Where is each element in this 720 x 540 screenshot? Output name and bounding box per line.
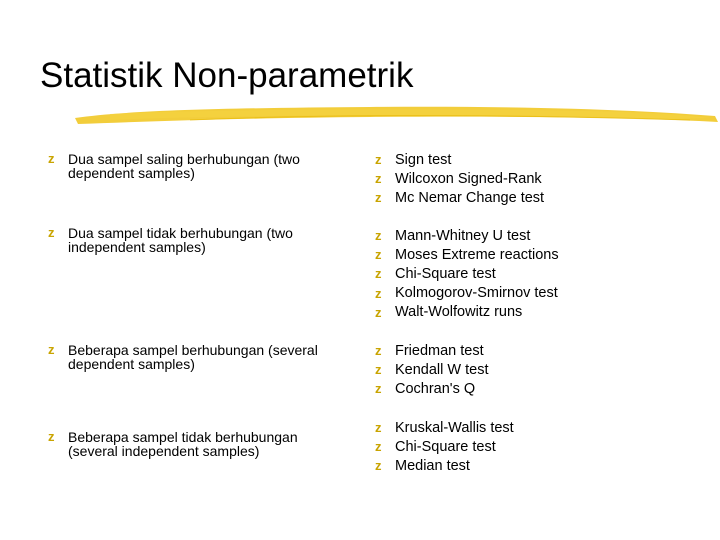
title-underline-brushstroke	[70, 100, 720, 130]
category-item	[48, 226, 348, 254]
list-item	[375, 341, 705, 360]
z-bullet-icon: z	[375, 190, 382, 206]
test-label: Cochran's Q	[395, 380, 476, 397]
test-label: Wilcoxon Signed-Rank	[395, 170, 542, 187]
category-item	[48, 343, 348, 371]
test-label: Moses Extreme reactions	[395, 246, 559, 263]
test-label: Walt-Wolfowitz runs	[395, 304, 523, 321]
category-label: Beberapa sampel tidak berhubungan (several independent samples)	[68, 429, 298, 459]
list-item	[375, 303, 705, 322]
z-bullet-icon: z	[48, 429, 55, 444]
list-item	[375, 437, 705, 456]
test-label: Median test	[395, 457, 470, 474]
z-bullet-icon: z	[375, 285, 382, 301]
list-item	[375, 379, 705, 398]
list-item	[375, 169, 705, 188]
z-bullet-icon: z	[375, 247, 382, 263]
z-bullet-icon: z	[375, 458, 382, 474]
z-bullet-icon: z	[48, 342, 55, 357]
category-label: Beberapa sampel berhubungan (several dependent samples)	[68, 342, 318, 372]
z-bullet-icon: z	[375, 420, 382, 436]
category-item	[48, 430, 348, 458]
test-list	[375, 418, 705, 476]
test-label: Kruskal-Wallis test	[395, 419, 514, 436]
list-item	[375, 456, 705, 475]
list-item	[375, 360, 705, 379]
list-item	[375, 418, 705, 437]
test-label: Mann-Whitney U test	[395, 227, 531, 244]
list-item	[375, 264, 705, 283]
z-bullet-icon: z	[375, 381, 382, 397]
test-label: Friedman test	[395, 342, 484, 359]
test-label: Sign test	[395, 151, 452, 168]
test-list	[375, 226, 705, 322]
list-item	[375, 150, 705, 169]
z-bullet-icon: z	[375, 362, 382, 378]
test-label: Kolmogorov-Smirnov test	[395, 285, 558, 302]
z-bullet-icon: z	[375, 304, 382, 320]
z-bullet-icon: z	[375, 266, 382, 282]
z-bullet-icon: z	[375, 343, 382, 359]
category-label: Dua sampel tidak berhubungan (two independent samples)	[68, 225, 293, 255]
z-bullet-icon: z	[48, 225, 55, 240]
test-label: Mc Nemar Change test	[395, 189, 545, 206]
slide-title: Statistik Non-parametrik	[40, 56, 414, 95]
test-label: Kendall W test	[395, 361, 489, 378]
list-item	[375, 245, 705, 264]
z-bullet-icon: z	[375, 152, 382, 168]
z-bullet-icon: z	[48, 151, 55, 166]
test-label: Chi-Square test	[395, 265, 496, 282]
list-item	[375, 226, 705, 245]
list-item	[375, 188, 705, 207]
test-label: Chi-Square test	[395, 438, 496, 455]
z-bullet-icon: z	[375, 228, 382, 244]
test-list	[375, 341, 705, 399]
z-bullet-icon: z	[375, 171, 382, 187]
z-bullet-icon: z	[375, 439, 382, 455]
category-label: Dua sampel saling berhubungan (two dependent samples)	[68, 151, 300, 181]
category-item	[48, 152, 348, 180]
test-list	[375, 150, 705, 208]
list-item	[375, 284, 705, 303]
